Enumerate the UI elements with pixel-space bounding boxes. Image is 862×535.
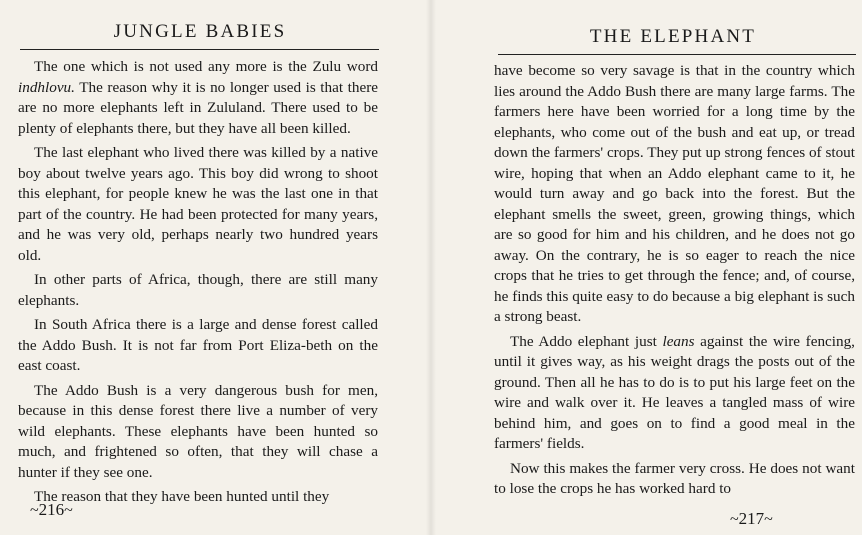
paragraph-text: against the wire fencing, until it gives way, as his weight drags the posts out of the ground. Then all he has to do is to put his large feet on the wire and walk over it. He leaves a tangled mass of wire behind him, and goes on to find a good meal in the farmers' fields. [494, 332, 855, 452]
italic-word: leans [662, 332, 695, 350]
paragraph: have become so very savage is that in the country which lies around the Addo Bush there are many large farms. The farmers here have been worried for a long time by the elephants, who come out of the bush and eat up, or tread down the farmers' crops. They put up strong fences of stout wire, hoping that when an Addo elephant came to it, he would turn away and go back into the forest. But the elephant smells the sweet, green, growing things, which are so good for him and his children, and he does not go away. On the contrary, he is so eager to reach the nice crops that he tries to get through the fence; and, of course, he finds this quite easy to do because a big elephant is such a strong beast. [494, 62, 855, 325]
left-page-body [18, 57, 378, 512]
paragraph-text: The Addo elephant just [510, 332, 663, 350]
folio-ornament: ~ [730, 511, 739, 528]
header-rule-left [20, 49, 379, 50]
paragraph: The last elephant who lived there was killed by a native boy about twelve years ago. This boy did wrong to shoot this elephant, for people knew he was the last one in that part of the country. He had been protected for many years, and he was very old, perhaps nearly two hundred years old. [18, 144, 378, 264]
paragraph: The reason that they have been hunted until they [34, 488, 330, 505]
right-page [431, 0, 862, 535]
paragraph: In other parts of Africa, though, there are still many elephants. [18, 271, 378, 309]
page-number-right [730, 509, 773, 530]
paragraph [18, 57, 378, 139]
page-number: 217 [738, 509, 765, 528]
folio-ornament: ~ [764, 511, 773, 528]
running-head-left: JUNGLE BABIES [113, 21, 287, 42]
paragraph-text: The reason why it is no longer used is that there are no more elephants left in Zululand. There used to be plenty of elephants there, but they have all been killed. [18, 78, 378, 137]
page-number-left [30, 500, 73, 521]
running-head-right: THE ELEPHANT [589, 26, 757, 47]
header-rule-right [498, 54, 856, 55]
italic-word: indhlovu. [18, 78, 75, 96]
right-page-body [494, 61, 855, 504]
page-number: 216 [38, 500, 65, 519]
paragraph: In South Africa there is a large and dense forest called the Addo Bush. It is not far from Port Eliza-beth on the east coast. [18, 316, 378, 374]
folio-ornament: ~ [30, 502, 39, 519]
folio-ornament: ~ [64, 502, 73, 519]
paragraph-text: The one which is not used any more is the Zulu word [34, 58, 378, 75]
paragraph: The Addo Bush is a very dangerous bush for men, because in this dense forest there live a number of very wild elephants. These elephants have been hunted so much, and frightened so often, that they will chase a hunter if they see one. [18, 381, 378, 481]
paragraph [494, 332, 855, 455]
paragraph: Now this makes the farmer very cross. He does not want to lose the crops he has worked hard to [494, 459, 855, 497]
